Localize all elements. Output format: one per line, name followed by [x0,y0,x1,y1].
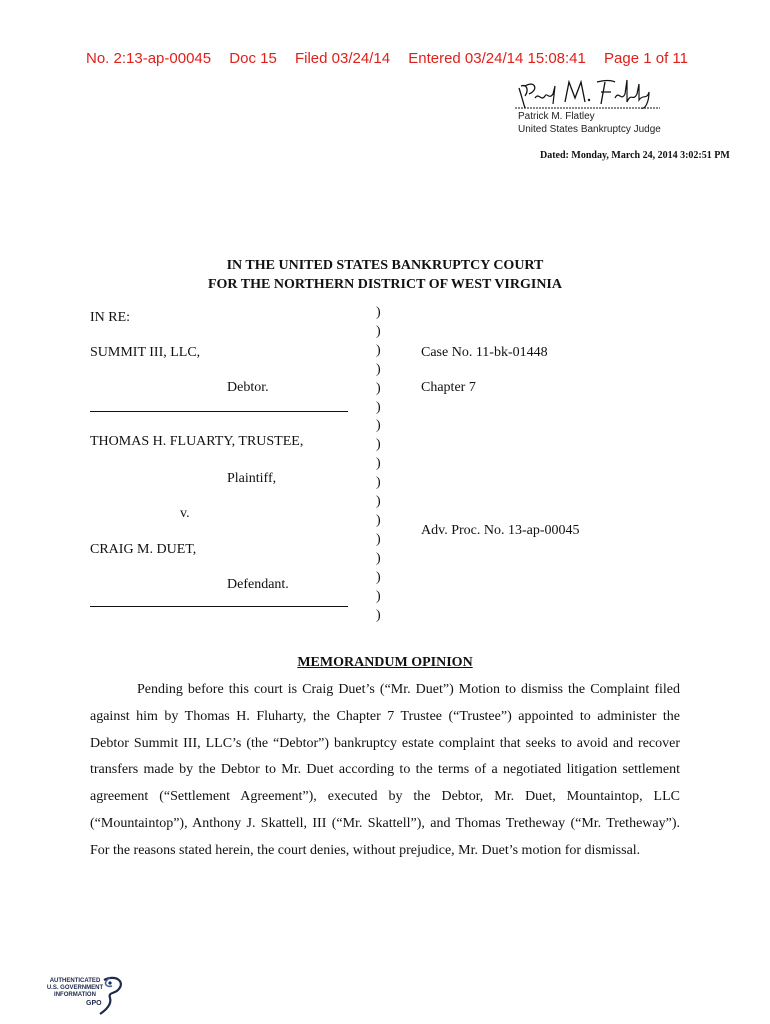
gpo-mark: GPO [86,1000,102,1007]
caption-plaintiff-name: THOMAS H. FLUARTY, TRUSTEE, [90,434,304,449]
dated-timestamp: Dated: Monday, March 24, 2014 3:02:51 PM [540,150,730,161]
caption-debtor-name: SUMMIT III, LLC, [90,345,201,360]
caption-divider-1 [90,411,348,412]
court-heading-line-2: FOR THE NORTHERN DISTRICT OF WEST VIRGINIA [207,277,562,292]
caption-in-re: IN RE: [90,310,131,325]
gpo-line-3: INFORMATION [54,992,96,998]
header-doc-number: Doc 15 [229,50,277,67]
caption-chapter: Chapter 7 [421,380,476,395]
judge-signature [515,76,660,112]
memorandum-title: MEMORANDUM OPINION [297,655,473,670]
header-filed-date: Filed 03/24/14 [294,50,391,67]
caption-debtor-label: Debtor. [227,380,269,395]
court-heading-line-1: IN THE UNITED STATES BANKRUPTCY COURT [226,258,544,273]
caption-divider-2 [90,606,348,607]
caption-parenthesis-column: ) ) ) ) ) ) ) ) ) ) ) ) ) ) ) ) ) [376,305,381,623]
gpo-line-1: AUTHENTICATED [49,978,101,984]
memorandum-paragraph: Pending before this court is Craig Duet’s (“Mr. Duet”) Motion to dismiss the Complaint filed against him by Thomas H. Fluharty, the Chapter 7 Trustee (“Trustee”) appointed to administer the Debtor Summit III, LLC’s (the “Debtor”) bankruptcy estate complaint that seeks to avoid and recover transfers made by the Debtor to Mr. Duet according to the terms of a negotiated litigation settlement agreement (“Settlement Agreement”), executed by the Debtor, Mr. Duet, Mountaintop, LLC (“Mountaintop”), Anthony J. Skattell, III (“Mr. Skattell”), and Thomas Tretheway (“Mr. Tretheway”). For the reasons stated herein, the court denies, without prejudice, Mr. Duet’s motion for dismissal. [90,682,680,858]
caption-defendant-name: CRAIG M. DUET, [90,542,197,557]
caption-case-number: Case No. 11-bk-01448 [421,345,548,360]
gpo-line-2: U.S. GOVERNMENT [46,985,104,991]
filing-header [86,50,702,67]
caption-defendant-label: Defendant. [227,577,289,592]
caption-plaintiff-label: Plaintiff, [227,471,277,486]
court-heading [0,256,770,294]
header-entered-date: Entered 03/24/14 15:08:41 [408,50,586,67]
header-page-count: Page 1 of 11 [604,50,689,67]
judge-title: United States Bankruptcy Judge [518,124,661,135]
caption-adversary-proceeding: Adv. Proc. No. 13-ap-00045 [421,523,580,538]
caption-versus: v. [180,506,190,521]
gpo-logo-text [44,978,106,999]
header-case-number: No. 2:13-ap-00045 [86,50,212,67]
judge-name: Patrick M. Flatley [518,111,595,122]
